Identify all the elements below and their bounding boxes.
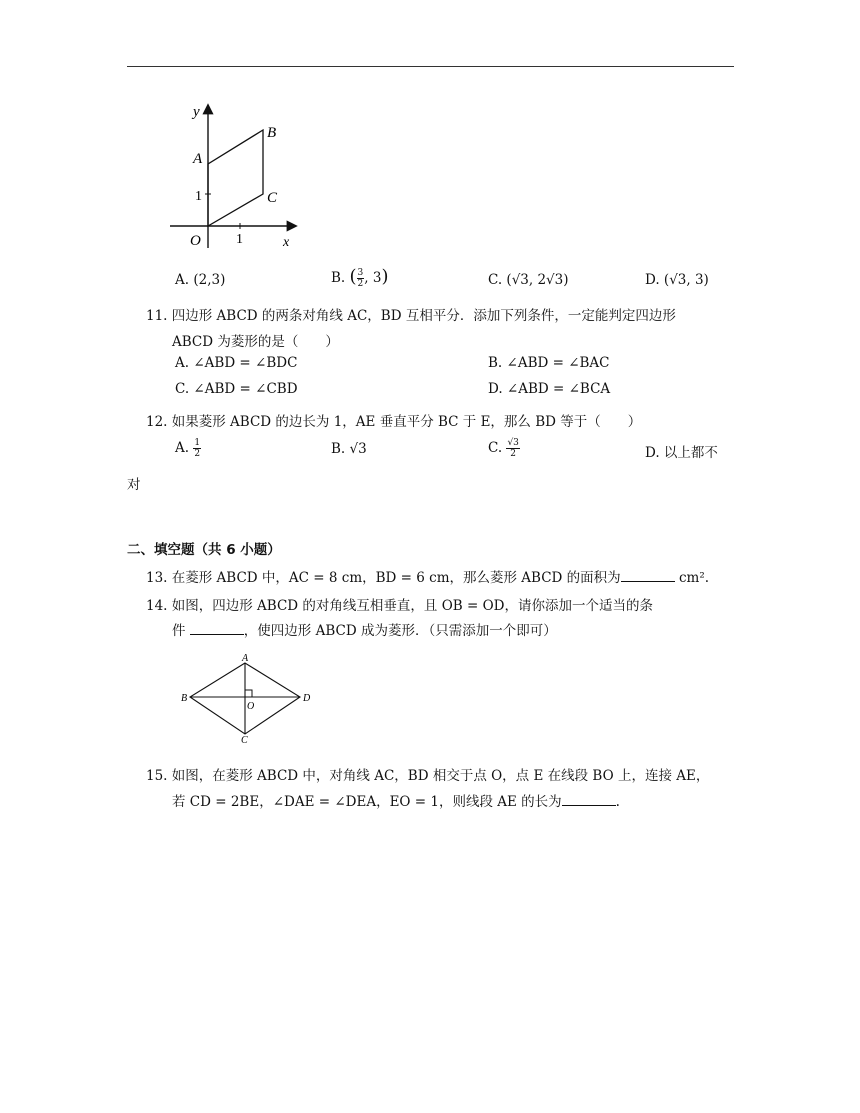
q15-end: . (615, 794, 620, 810)
q12-option-a (175, 438, 201, 459)
tick-1-y: 1 (195, 189, 202, 204)
q14-line2 (172, 619, 557, 639)
parallelogram-OABC (208, 130, 263, 226)
q15-line2 (172, 790, 620, 810)
q13-answer-blank[interactable] (621, 569, 675, 582)
label-O: O (190, 233, 201, 249)
label-B: B (181, 693, 188, 704)
q11-line2: ABCD 为菱形的是（ ） (172, 334, 339, 350)
q15-answer-blank[interactable] (562, 793, 616, 806)
q12-option-c (488, 438, 520, 459)
q13-line (146, 566, 709, 586)
q12-option-d: D. 以上都不 (645, 445, 718, 461)
q10-coordinate-figure (165, 98, 305, 253)
section-title: 二、填空题（共 6 小题） (127, 542, 281, 558)
right-angle-mark (245, 690, 252, 697)
header-rule (127, 66, 734, 67)
q14-line1: 14. 如图，四边形 ABCD 的对角线互相垂直，且 OB = OD，请你添加一个适当的条 (146, 598, 653, 614)
q14-line2-end: ，使四边形 ABCD 成为菱形．（只需添加一个即可） (243, 623, 557, 639)
q11-option-c: C. ∠ABD = ∠CBD (175, 381, 298, 397)
label-A: A (193, 151, 203, 167)
q12-option-c-prefix: C. (488, 440, 507, 456)
fraction-denominator: 2 (510, 449, 517, 459)
q10-option-b-rest: , 3 (364, 270, 382, 286)
q12-line1: 12. 如果菱形 ABCD 的边长为 1，AE 垂直平分 BC 于 E，那么 BD 等于（ ） (146, 414, 642, 430)
q15-line1: 15. 如图，在菱形 ABCD 中，对角线 AC，BD 相交于点 O，点 E 在线段 BO 上，连接 AE， (146, 768, 710, 784)
q12-option-a-prefix: A. (175, 440, 194, 456)
q12-wrap: 对 (127, 477, 141, 493)
fraction-denominator: 2 (357, 279, 364, 289)
fraction-numerator: 3 (357, 268, 364, 278)
q13-text: 13. 在菱形 ABCD 中，AC = 8 cm，BD = 6 cm，那么菱形 ABCD 的面积为 (146, 570, 621, 586)
fraction-numerator: √3 (507, 438, 519, 448)
q13-unit: cm². (674, 570, 710, 586)
label-C: C (267, 190, 278, 206)
q15-line2-text: 若 CD = 2BE，∠DAE = ∠DEA，EO = 1，则线段 AE 的长为 (172, 794, 562, 810)
q14-line2-start: 件 (172, 623, 190, 639)
q10-option-c: C. (√3, 2√3) (488, 272, 569, 288)
q12-option-b: B. √3 (331, 441, 367, 457)
q14-rhombus-figure (176, 650, 321, 745)
fraction-numerator: 1 (194, 438, 201, 448)
q11-option-a: A. ∠ABD = ∠BDC (175, 355, 298, 371)
fraction-denominator: 2 (194, 449, 201, 459)
q10-option-d: D. (√3, 3) (645, 272, 709, 288)
label-x: x (283, 235, 290, 250)
q11-option-d: D. ∠ABD = ∠BCA (488, 381, 611, 397)
label-y: y (193, 104, 200, 120)
label-B: B (267, 125, 277, 141)
q14-answer-blank[interactable] (190, 622, 244, 635)
label-C: C (241, 735, 248, 745)
label-D: D (303, 693, 311, 704)
q11-line1: 11. 四边形 ABCD 的两条对角线 AC，BD 互相平分．添加下列条件，一定能判定四边形 (146, 308, 676, 324)
label-A: A (242, 653, 249, 664)
q10-option-a: A. (2,3) (175, 272, 226, 288)
tick-1-x: 1 (236, 232, 243, 247)
q11-option-b: B. ∠ABD = ∠BAC (488, 355, 610, 371)
label-O: O (247, 701, 255, 712)
q10-option-b-prefix: B. (331, 270, 350, 286)
q10-option-b: B. ( $\frac{3}{2}$ , 3) (331, 266, 389, 289)
